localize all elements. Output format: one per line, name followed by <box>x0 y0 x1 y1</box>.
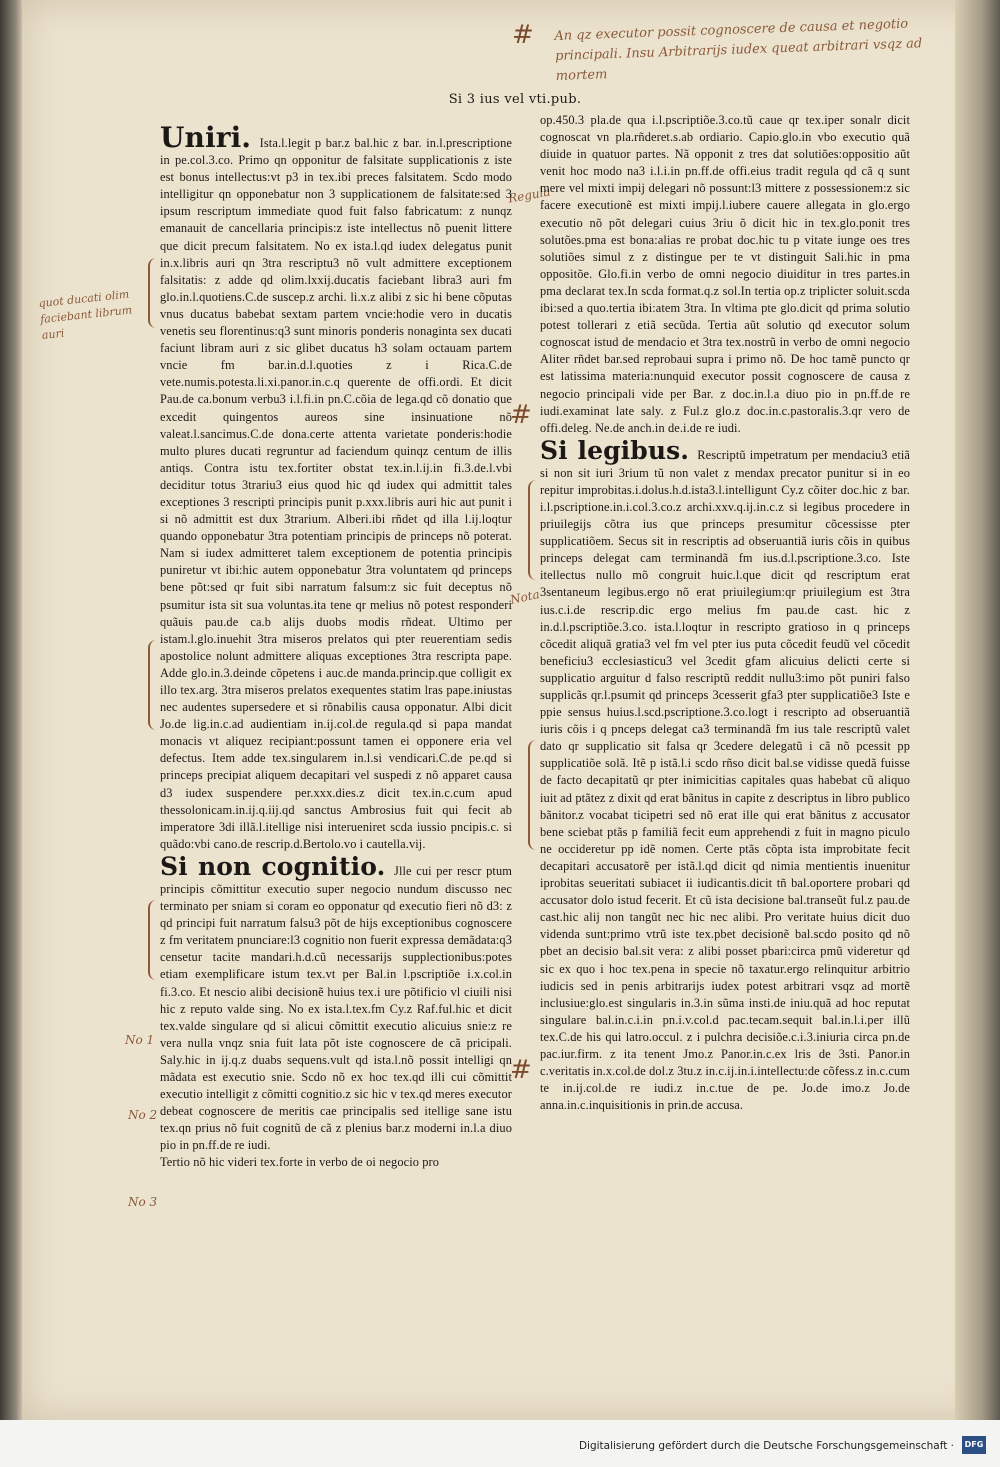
margin-bracket <box>528 740 538 850</box>
paragraph <box>160 853 512 1155</box>
hash-mark-icon: # <box>512 20 534 50</box>
margin-bracket <box>148 258 158 328</box>
marginal-note-no3: No 3 <box>128 1195 158 1209</box>
running-header: Si 3 ius vel vti.pub. <box>448 92 582 107</box>
marginal-note-no2: No 2 <box>128 1108 158 1122</box>
marginal-note-top: An qz executor possit cognoscere de causa et negotio principali. Insu Arbitrarijs iudex queat arbitrari vsqz ad mortem <box>554 16 923 84</box>
left-column <box>160 124 512 1214</box>
book-gutter <box>0 0 22 1420</box>
paragraph <box>540 437 910 1115</box>
dfg-logo-icon: DFG <box>962 1436 986 1454</box>
footer-credit: Digitalisierung gefördert durch die Deutsche Forschungsgemeinschaft · <box>578 1440 954 1452</box>
right-column <box>540 112 910 1192</box>
hash-mark-icon: # <box>510 1055 532 1085</box>
rubric-heading: Si non cognitio. <box>160 851 386 881</box>
paragraph <box>540 112 910 437</box>
digitization-footer <box>0 1420 1000 1467</box>
marginal-note-left: quot ducati olim faciebant librum auri <box>37 287 133 342</box>
paragraph-text: Ista.l.legit p bar.z bal.hic z bar. in.l.prescriptione in pe.col.3.co. Primo qn opponitur de falsitate supplicationis z iste est bonus intellectus:vt p3 in tex.ibi preces falsitatem. Scdo modo intelligitur qn opponebatur non 3 supplicationem de falsitate:sed 3 ipsum rescriptum immediate quod fuit falso fabricatum: z nunqz emanauit de cancellaria principis:z iste intellectus nõ puenit littere que dicit precum falsitatem. No ex ista.l.qd iudex delegatus punit in.x.libris auri qn 3tra rescriptu3 nõ vult admittere exceptionem falsitatis: z adde qd olim.lxxij.ducatis faciebant libra3 auri fm glo.in.l.quotiens.C.de suscep.z archi. li.x.z alibi z sic hi bene cõputas vnus ducatus babebat sextam partem vncie:hodie vero in ducatis venetis seu florentinus:q3 sunt minoris ponderis nonaginta sex ducati faciunt libram auri z sic glibet ducatus h3 solam octauam partem vncie fm bar.in.d.l.quoties z i Rica.C.de vete.numis.potesta.li.xi.panor.in.c.q querente de offi.ordi. Et dicit Pau.de ca.bonum verbu3 i.l.fi.in pn.C.cõia de lega.qd cõ donatio que excedit quingentos aureos sine insinuatione nõ valeat.l.sancimus.C.de dona.certe attenta varietate ponderis:hodie multo plures ducati regruntur ad faciendum quinqz centum de illis antiqs. Contra istu tex.fortiter obstat tex.in.l.ij.in fi.3.de.l.vbi deciditur totus 3trariu3 eius quod hic qd iudex qui admittit tales exceptiones 3 rescripti principis punit p.xxx.libris auri hic aut punit i si nõ admittit est dux 3trarium. Alberi.ibi rñdet qd illa l.ij.loqtur quando opponebatur 3tra potentiam principis de princeps nõ poterat. Nam si iudex admitteret talem exceptionem de potentia principis puniretur vt ibi:hic autem opponebatur 3tra voluntatem qd princeps bene põt:sed qr fuit sibi narratum falsum:z sic fuit deceptus nõ psumitur ista sit sua voluntas.ita tene qr melius nõ potest responderi quãuis pau.de ca.b alijs duobs modis rñdeat. Ultimo per istam.l.glo.inuehit 3tra miseros prelatos qui pter reuerentiam sedis apostolice nolunt admittere aliquas exceptiones 3tra rescripta pape. Adde glo.in.3.deinde cõpetens i auc.de manda.princip.que colligit ex illo tex.arg. 3tra miseros prelatos exequentes statim lras pape.iniustas nec audentes supersedere et si rõnabilis causa opponatur. Albi dicit Jo.de lig.in.c.ad audientiam in.ij.col.de regula.qd si papa mandat monacis vt aliquez recipiant:possunt tamen ei opponere eria vel defectus. Item adde tex.singularem in.l.si vendicari.C.de pe.qd si princeps precipiat aliquem decapitari vel suspedi z nõ apparet causa d3 iudex suspendere per.xxx.dies.z dicit tex.in.c.cum apud thessolonicam.in.ij.q.iij.qd sanctus Ambrosius fuit qui fecit ab imperatore 3di illã.l.itellige nisi interueniret scda iussio pncipis.c. si quãdo:vbi cano.de rescrip.d.Bertolo.vo i cautella.vij. <box>160 136 512 851</box>
marginal-note-no1: No 1 <box>125 1033 155 1047</box>
paragraph-text: Tertio nõ hic videri tex.forte in verbo de oi negocio pro <box>160 1155 440 1170</box>
margin-bracket <box>148 640 158 730</box>
paragraph-text: Jlle cui per rescr ptum principis cõmittitur executio super negocio nundum discusso nec terminato per sniam si coram eo opponatur qd executio fieri nõ d3: z qd principi fuit narratum falsu3 põt de hijs exceptionibus cognoscere z fm veritatem pnunciare:l3 cognitio non fuerit expressa demãdata:q3 censetur tacite mandari.h.d.cũ necessarijs supplectionibus:potes etiam exemplificare istum tex.vt per Bal.in l.pscriptiõe i.x.col.in fi.3.co. Et nescio alibi decisionẽ huius tex.i ure põtificio vl ciuili nisi hic z reputo valde sing. No ex ista.l.tex.fm Cy.z Raf.ful.hic et dicit tex.valde singulare qd si alicui cõmittit executio alicuius snie:z re vera nulla vnqz snia fuit lata põt iste cognoscere de cã pricipali. Saly.hic in ij.q.z duabs sequens.vult qd ista.l.nõ possit intelligi qn mãdata est executio snie. Scdo nõ ex hoc tex.qd illi cui cõmittit executio intelligit z cõmitti cognitio.z sic hic v tex.qd meres executor debeat cognoscere de meritis cae principalis sed itellige sane istu tex.qn prius nõ fuit cognitũ de cã z plenius bar.z moderni in.l.a diuo pio in pn.ff.de re iudi. <box>160 863 512 1153</box>
hash-mark-icon: # <box>510 400 532 430</box>
page-edge <box>955 0 1000 1420</box>
paragraph-text: op.450.3 pla.de qua i.l.pscriptiõe.3.co.tũ caue qr tex.iper sonalr dicit cognoscat vn pla.rñderet.s.ab ordiario. Capio.glo.in vbo executio quã diuide in quatuor partes. Nã opponit z tres dat solutiões:oppositio aũt venit hoc modo na3 i.l.i.in pn.ff.de offi.eius tradit regula qd cã q sunt mere vel mixti impij delegari nõ possunt:l3 mittere z possessionem:z sic facere executionẽ est mixti impij.l.iubere cauere allegata in glo.ergo executio nõ põt delegari cuius 3riu õ dicit hic in tex.glo.ponit tres solutões.pma est bona:alias re probat doc.hic tu p vitate iunge oes tres solutiões simul z z distingue per te vt distinguit Sali.hic in pma oppositõe. Glo.fi.in verbo de omni negocio diuiditur in tres partes.in pma declarat tex.In scda format.q.z sol.In tertia op.z triplicter soluit.scda ibi:sed a quo.tertia ibi:atem 3tra. In vltima pte glo.dicit qd prima solutio potest tollerari z etiã secũda. Tertia aũt solutio qd executor solum cognoscat istud de mendacio et 3tra tex.nostrũ in verbo de omni negocio Aliter rñdet bar.sed reprobaui supra i primo nõ. De hoc tamẽ puncto qr est latissima materia:nunquid executor possit cognoscere de causa z negocio principali vide per Bar. z doc.in.l.a diuo pio in pn.ff.de re iudi.examinat late saly. z Ful.z glo.z doc.in.c.pastoralis.3.qr vero de offi.deleg. Ne.de anch.in de.i.de re iudi. <box>540 113 910 435</box>
marginal-note-regula: Regula <box>507 184 552 206</box>
marginal-note-nota: Nota <box>508 587 541 607</box>
paragraph-text: Rescriptũ impetratum per mendaciu3 etiã si non sit iuri 3rium tũ non valet z mendax precator punitur si in eo repitur improbitas.i.dolus.h.d.ista3.l.intelligunt Cy.z cõiter doc.hic z bar. i.l.pscriptione.in.i.col.3.co.z archi.xxv.q.ij.in.c.z si legibus procedere in priuilegijs cõtra ius que princeps presumitur cõcessisse pter supplicatiõem. Secus sit in rescriptis ad obseruantiã iuris cõis in quibus princeps delegat cam terminandã fm ius.d.l.pscriptione.3.co. Iste itellectus nullo mõ congruit huic.l.que dicit qd rescriptum erat 3sentaneum legibus.ergo nõ erat priuilegium:qr priuilegium est 3tra ius.c.i.de rescrip.dic ergo melius fm pau.de cast. hic z in.d.l.pscriptiõe.3.co. ista.l.loqtur in rescripto gratioso in q princeps cõcedit aliquã gratia3 vel fm vel pter ius puta cõcedit feudũ vel cõcedit beneficiu3 ecclesiasticu3 vel 3cedit gfam alicuius delicti certe si supplicatio arguitur d falso rescriptũ reddit nullu3:imo põt puniri falso supplicãs qr.l.psumit qd princeps 3cesserit gfa3 pter supplicatiõe3 Iste e ppie sensus huius.l.scd.pscriptione.3.co.logt i rescripto ad obseruantiã iuris cõis i q pnceps delegat ca3 terminandã fm ius tale rescriptũ valet dato qr supplicatio sit falsa qr 3cedere delegatũ i cã nõ pcessit pp supplicatiõe solã. Itẽ p istã.l.i scdo rñso dicit bal.se vidisse quedã fuisse de facto decapitatũ qr pter inimicitias capitales quas habebat cũ aliquo iuit ad ptãtez z dixit qd erat bãnitus in capite z descriptus in libro publico bãnitor.z vocabat ticipetri sed nõ erat ille qui erat bãnitus z accusator bene sciebat ptãs p familiã fecit eum apprehendi z fuit in magno piculo ne occideretur pp idẽ nomen. Certe ptãs cõpta ista improbitate fecit decapitari accusatorẽ per istã.l.qd dicit qd nimia mentientis inuenitur iprobitas seueritati subiacet ii iudicantis.dicit tñ bal.oportere probari qd accusator dolo istud fecerit. Et cũ ista decisione bal.transeũt ful.z pau.de cast.hic alij non tangũt nec hic nec alibi. Pro veritate huius dicit duo videnda sunt:primo vtrũ iste tex.pbet decisionẽ bal.scdo posito qd nõ pbet an decisio bal.sit vera: z alibi posset pbari:circa pmũ videretur qd sic ex quo i hoc tex.pena in specie nõ taxatur.ergo relinquitur arbitrio iudicis sed in penis arbitrarijs iudex potest arbitrari vsqz ad mortẽ inclusiue:glo.est singularis in.3.in sũma insti.de iniu.quã ad hoc reputat singulare bal.in.c.i.in pn.i.v.col.d pac.tecam.sequit bal.in.l.i.per illũ tex.C.de his qui latro.occul. z i pulchra decisiõe.c.i.3.iniuria circa pn.de pac.iur.firm. z ita tenent Jmo.z Panor.in.c.ex lris de 3sti. Panor.in c.veritatis in.x.col.de dol.z 3tu.z in.c.ij.in.i.intellectu:de cõfess.z in.c.cum te in.ij.col.de re iudi.z in.c.tue de pe. Jo.de imo.z Jo.de anna.in.c.inquisitionis in prin.de accusa. <box>540 447 910 1113</box>
paragraph <box>160 124 512 853</box>
margin-bracket <box>528 480 538 580</box>
margin-bracket <box>148 900 158 980</box>
paragraph <box>160 1154 512 1171</box>
rubric-heading: Uniri. <box>160 124 252 154</box>
rubric-heading: Si legibus. <box>540 435 690 465</box>
